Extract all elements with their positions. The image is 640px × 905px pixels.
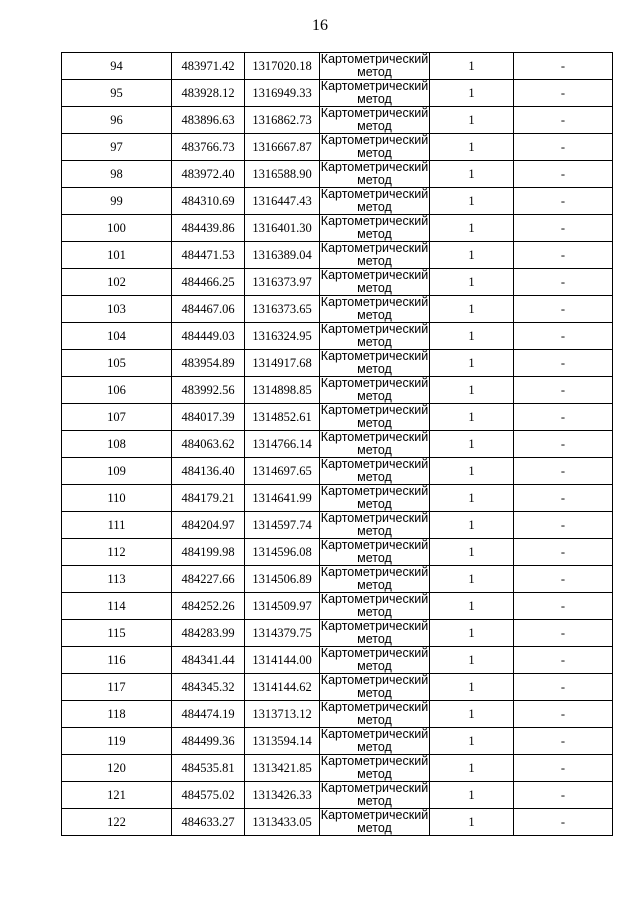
point-number-cell: 121 (62, 782, 172, 809)
method-cell (320, 782, 430, 809)
method-line-1: Картометрический (320, 754, 429, 768)
y-coordinate-cell: 1316862.73 (245, 107, 320, 134)
method-cell (320, 755, 430, 782)
y-coordinate-cell: 1314641.99 (245, 485, 320, 512)
method-cell (320, 161, 430, 188)
table-row (62, 296, 613, 323)
description-cell: - (514, 134, 613, 161)
table-row (62, 188, 613, 215)
description-cell: - (514, 242, 613, 269)
y-coordinate-cell: 1314898.85 (245, 377, 320, 404)
method-line-2: метод (357, 470, 392, 484)
accuracy-cell: 1 (430, 566, 514, 593)
method-line-1: Картометрический (320, 538, 429, 552)
point-number-cell: 116 (62, 647, 172, 674)
description-cell: - (514, 431, 613, 458)
method-cell (320, 242, 430, 269)
method-cell (320, 80, 430, 107)
description-cell: - (514, 593, 613, 620)
accuracy-cell: 1 (430, 431, 514, 458)
description-cell: - (514, 620, 613, 647)
method-cell (320, 485, 430, 512)
table-row (62, 485, 613, 512)
method-line-1: Картометрический (320, 52, 429, 66)
method-line-2: метод (357, 173, 392, 187)
method-line-2: метод (357, 605, 392, 619)
table-row (62, 404, 613, 431)
method-line-1: Картометрический (320, 322, 429, 336)
point-number-cell: 118 (62, 701, 172, 728)
accuracy-cell: 1 (430, 539, 514, 566)
method-line-2: метод (357, 146, 392, 160)
y-coordinate-cell: 1314697.65 (245, 458, 320, 485)
y-coordinate-cell: 1316588.90 (245, 161, 320, 188)
method-line-1: Картометрический (320, 403, 429, 417)
method-cell (320, 107, 430, 134)
method-line-1: Картометрический (320, 511, 429, 525)
y-coordinate-cell: 1314917.68 (245, 350, 320, 377)
method-line-1: Картометрический (320, 727, 429, 741)
y-coordinate-cell: 1314852.61 (245, 404, 320, 431)
point-number-cell: 105 (62, 350, 172, 377)
method-line-1: Картометрический (320, 619, 429, 633)
x-coordinate-cell: 483896.63 (172, 107, 245, 134)
table-row (62, 53, 613, 80)
x-coordinate-cell: 484474.19 (172, 701, 245, 728)
accuracy-cell: 1 (430, 620, 514, 647)
point-number-cell: 99 (62, 188, 172, 215)
accuracy-cell: 1 (430, 782, 514, 809)
description-cell: - (514, 728, 613, 755)
description-cell: - (514, 188, 613, 215)
y-coordinate-cell: 1313433.05 (245, 809, 320, 836)
method-line-2: метод (357, 821, 392, 835)
method-line-2: метод (357, 254, 392, 268)
description-cell: - (514, 107, 613, 134)
method-line-2: метод (357, 632, 392, 646)
method-line-1: Картометрический (320, 457, 429, 471)
table-row (62, 134, 613, 161)
method-cell (320, 53, 430, 80)
point-number-cell: 109 (62, 458, 172, 485)
point-number-cell: 95 (62, 80, 172, 107)
description-cell: - (514, 377, 613, 404)
accuracy-cell: 1 (430, 80, 514, 107)
point-number-cell: 112 (62, 539, 172, 566)
accuracy-cell: 1 (430, 485, 514, 512)
table-row (62, 242, 613, 269)
table-row (62, 377, 613, 404)
table-row (62, 755, 613, 782)
accuracy-cell: 1 (430, 647, 514, 674)
description-cell: - (514, 296, 613, 323)
method-line-2: метод (357, 281, 392, 295)
method-cell (320, 674, 430, 701)
accuracy-cell: 1 (430, 701, 514, 728)
method-cell (320, 647, 430, 674)
point-number-cell: 120 (62, 755, 172, 782)
point-number-cell: 102 (62, 269, 172, 296)
description-cell: - (514, 404, 613, 431)
x-coordinate-cell: 484179.21 (172, 485, 245, 512)
table-row (62, 80, 613, 107)
method-line-1: Картометрический (320, 484, 429, 498)
point-number-cell: 110 (62, 485, 172, 512)
x-coordinate-cell: 484467.06 (172, 296, 245, 323)
table-row (62, 566, 613, 593)
accuracy-cell: 1 (430, 53, 514, 80)
description-cell: - (514, 269, 613, 296)
table-row (62, 458, 613, 485)
x-coordinate-cell: 483928.12 (172, 80, 245, 107)
method-line-1: Картометрический (320, 214, 429, 228)
accuracy-cell: 1 (430, 755, 514, 782)
x-coordinate-cell: 484017.39 (172, 404, 245, 431)
table-row (62, 161, 613, 188)
method-line-1: Картометрический (320, 160, 429, 174)
table-row (62, 620, 613, 647)
x-coordinate-cell: 484575.02 (172, 782, 245, 809)
point-number-cell: 111 (62, 512, 172, 539)
y-coordinate-cell: 1316373.65 (245, 296, 320, 323)
description-cell: - (514, 485, 613, 512)
accuracy-cell: 1 (430, 269, 514, 296)
x-coordinate-cell: 484471.53 (172, 242, 245, 269)
method-cell (320, 350, 430, 377)
method-line-2: метод (357, 227, 392, 241)
method-line-1: Картометрический (320, 349, 429, 363)
table-row (62, 701, 613, 728)
method-line-2: метод (357, 551, 392, 565)
x-coordinate-cell: 484449.03 (172, 323, 245, 350)
description-cell: - (514, 53, 613, 80)
table-row (62, 107, 613, 134)
y-coordinate-cell: 1314597.74 (245, 512, 320, 539)
description-cell: - (514, 80, 613, 107)
point-number-cell: 94 (62, 53, 172, 80)
description-cell: - (514, 647, 613, 674)
description-cell: - (514, 512, 613, 539)
point-number-cell: 98 (62, 161, 172, 188)
y-coordinate-cell: 1316949.33 (245, 80, 320, 107)
method-line-2: метод (357, 524, 392, 538)
method-line-1: Картометрический (320, 106, 429, 120)
method-line-1: Картометрический (320, 133, 429, 147)
description-cell: - (514, 215, 613, 242)
x-coordinate-cell: 483972.40 (172, 161, 245, 188)
method-cell (320, 593, 430, 620)
method-cell (320, 188, 430, 215)
method-line-2: метод (357, 686, 392, 700)
y-coordinate-cell: 1313713.12 (245, 701, 320, 728)
x-coordinate-cell: 483971.42 (172, 53, 245, 80)
accuracy-cell: 1 (430, 728, 514, 755)
y-coordinate-cell: 1314766.14 (245, 431, 320, 458)
method-line-2: метод (357, 119, 392, 133)
point-number-cell: 122 (62, 809, 172, 836)
table-row (62, 539, 613, 566)
table-row (62, 323, 613, 350)
accuracy-cell: 1 (430, 161, 514, 188)
method-line-1: Картометрический (320, 592, 429, 606)
method-line-2: метод (357, 92, 392, 106)
x-coordinate-cell: 484252.26 (172, 593, 245, 620)
description-cell: - (514, 350, 613, 377)
method-cell (320, 539, 430, 566)
y-coordinate-cell: 1316667.87 (245, 134, 320, 161)
method-line-1: Картометрический (320, 700, 429, 714)
y-coordinate-cell: 1316447.43 (245, 188, 320, 215)
x-coordinate-cell: 484283.99 (172, 620, 245, 647)
method-line-1: Картометрический (320, 565, 429, 579)
method-cell (320, 809, 430, 836)
method-cell (320, 215, 430, 242)
accuracy-cell: 1 (430, 188, 514, 215)
page-number: 16 (312, 17, 328, 34)
table-row (62, 674, 613, 701)
method-cell (320, 323, 430, 350)
accuracy-cell: 1 (430, 674, 514, 701)
method-line-2: метод (357, 659, 392, 673)
description-cell: - (514, 782, 613, 809)
table-row (62, 431, 613, 458)
y-coordinate-cell: 1316324.95 (245, 323, 320, 350)
x-coordinate-cell: 484633.27 (172, 809, 245, 836)
method-line-2: метод (357, 308, 392, 322)
table-row (62, 809, 613, 836)
point-number-cell: 119 (62, 728, 172, 755)
method-cell (320, 620, 430, 647)
accuracy-cell: 1 (430, 377, 514, 404)
x-coordinate-cell: 484227.66 (172, 566, 245, 593)
description-cell: - (514, 674, 613, 701)
y-coordinate-cell: 1313426.33 (245, 782, 320, 809)
method-line-1: Картометрический (320, 430, 429, 444)
point-number-cell: 106 (62, 377, 172, 404)
method-line-1: Картометрический (320, 808, 429, 822)
x-coordinate-cell: 484310.69 (172, 188, 245, 215)
x-coordinate-cell: 484466.25 (172, 269, 245, 296)
point-number-cell: 113 (62, 566, 172, 593)
table-row (62, 782, 613, 809)
method-cell (320, 512, 430, 539)
method-line-1: Картометрический (320, 187, 429, 201)
description-cell: - (514, 755, 613, 782)
method-line-2: метод (357, 443, 392, 457)
method-line-2: метод (357, 416, 392, 430)
method-line-2: метод (357, 65, 392, 79)
method-cell (320, 458, 430, 485)
table-row (62, 728, 613, 755)
point-number-cell: 100 (62, 215, 172, 242)
y-coordinate-cell: 1314144.62 (245, 674, 320, 701)
point-number-cell: 103 (62, 296, 172, 323)
x-coordinate-cell: 484136.40 (172, 458, 245, 485)
x-coordinate-cell: 484439.86 (172, 215, 245, 242)
method-line-1: Картометрический (320, 673, 429, 687)
point-number-cell: 97 (62, 134, 172, 161)
table-row (62, 269, 613, 296)
x-coordinate-cell: 484341.44 (172, 647, 245, 674)
accuracy-cell: 1 (430, 296, 514, 323)
accuracy-cell: 1 (430, 134, 514, 161)
method-cell (320, 701, 430, 728)
coordinates-table (61, 52, 613, 836)
method-cell (320, 269, 430, 296)
method-cell (320, 728, 430, 755)
x-coordinate-cell: 484199.98 (172, 539, 245, 566)
y-coordinate-cell: 1314144.00 (245, 647, 320, 674)
x-coordinate-cell: 484535.81 (172, 755, 245, 782)
description-cell: - (514, 701, 613, 728)
description-cell: - (514, 323, 613, 350)
description-cell: - (514, 458, 613, 485)
y-coordinate-cell: 1316401.30 (245, 215, 320, 242)
x-coordinate-cell: 483992.56 (172, 377, 245, 404)
accuracy-cell: 1 (430, 242, 514, 269)
method-line-1: Картометрический (320, 781, 429, 795)
accuracy-cell: 1 (430, 512, 514, 539)
method-line-1: Картометрический (320, 241, 429, 255)
accuracy-cell: 1 (430, 215, 514, 242)
y-coordinate-cell: 1314506.89 (245, 566, 320, 593)
method-line-2: метод (357, 713, 392, 727)
y-coordinate-cell: 1316373.97 (245, 269, 320, 296)
x-coordinate-cell: 484204.97 (172, 512, 245, 539)
coordinates-table-body (62, 53, 613, 836)
method-line-2: метод (357, 578, 392, 592)
accuracy-cell: 1 (430, 107, 514, 134)
y-coordinate-cell: 1314596.08 (245, 539, 320, 566)
method-line-2: метод (357, 497, 392, 511)
method-line-1: Картометрический (320, 268, 429, 282)
accuracy-cell: 1 (430, 404, 514, 431)
y-coordinate-cell: 1316389.04 (245, 242, 320, 269)
y-coordinate-cell: 1313594.14 (245, 728, 320, 755)
point-number-cell: 96 (62, 107, 172, 134)
y-coordinate-cell: 1317020.18 (245, 53, 320, 80)
method-line-2: метод (357, 335, 392, 349)
accuracy-cell: 1 (430, 593, 514, 620)
point-number-cell: 117 (62, 674, 172, 701)
x-coordinate-cell: 484063.62 (172, 431, 245, 458)
method-line-1: Картометрический (320, 295, 429, 309)
method-line-2: метод (357, 740, 392, 754)
description-cell: - (514, 809, 613, 836)
description-cell: - (514, 161, 613, 188)
method-cell (320, 404, 430, 431)
method-cell (320, 296, 430, 323)
table-row (62, 512, 613, 539)
point-number-cell: 104 (62, 323, 172, 350)
method-line-1: Картометрический (320, 646, 429, 660)
method-cell (320, 377, 430, 404)
method-line-1: Картометрический (320, 79, 429, 93)
method-line-2: метод (357, 794, 392, 808)
table-row (62, 647, 613, 674)
table-row (62, 350, 613, 377)
accuracy-cell: 1 (430, 350, 514, 377)
point-number-cell: 107 (62, 404, 172, 431)
y-coordinate-cell: 1314379.75 (245, 620, 320, 647)
x-coordinate-cell: 483766.73 (172, 134, 245, 161)
method-line-2: метод (357, 362, 392, 376)
method-cell (320, 134, 430, 161)
x-coordinate-cell: 483954.89 (172, 350, 245, 377)
y-coordinate-cell: 1314509.97 (245, 593, 320, 620)
method-line-2: метод (357, 389, 392, 403)
point-number-cell: 114 (62, 593, 172, 620)
table-row (62, 593, 613, 620)
description-cell: - (514, 566, 613, 593)
x-coordinate-cell: 484345.32 (172, 674, 245, 701)
method-line-2: метод (357, 200, 392, 214)
x-coordinate-cell: 484499.36 (172, 728, 245, 755)
method-cell (320, 431, 430, 458)
table-row (62, 215, 613, 242)
description-cell: - (514, 539, 613, 566)
accuracy-cell: 1 (430, 458, 514, 485)
method-line-2: метод (357, 767, 392, 781)
accuracy-cell: 1 (430, 809, 514, 836)
method-cell (320, 566, 430, 593)
point-number-cell: 115 (62, 620, 172, 647)
accuracy-cell: 1 (430, 323, 514, 350)
method-line-1: Картометрический (320, 376, 429, 390)
point-number-cell: 108 (62, 431, 172, 458)
point-number-cell: 101 (62, 242, 172, 269)
y-coordinate-cell: 1313421.85 (245, 755, 320, 782)
